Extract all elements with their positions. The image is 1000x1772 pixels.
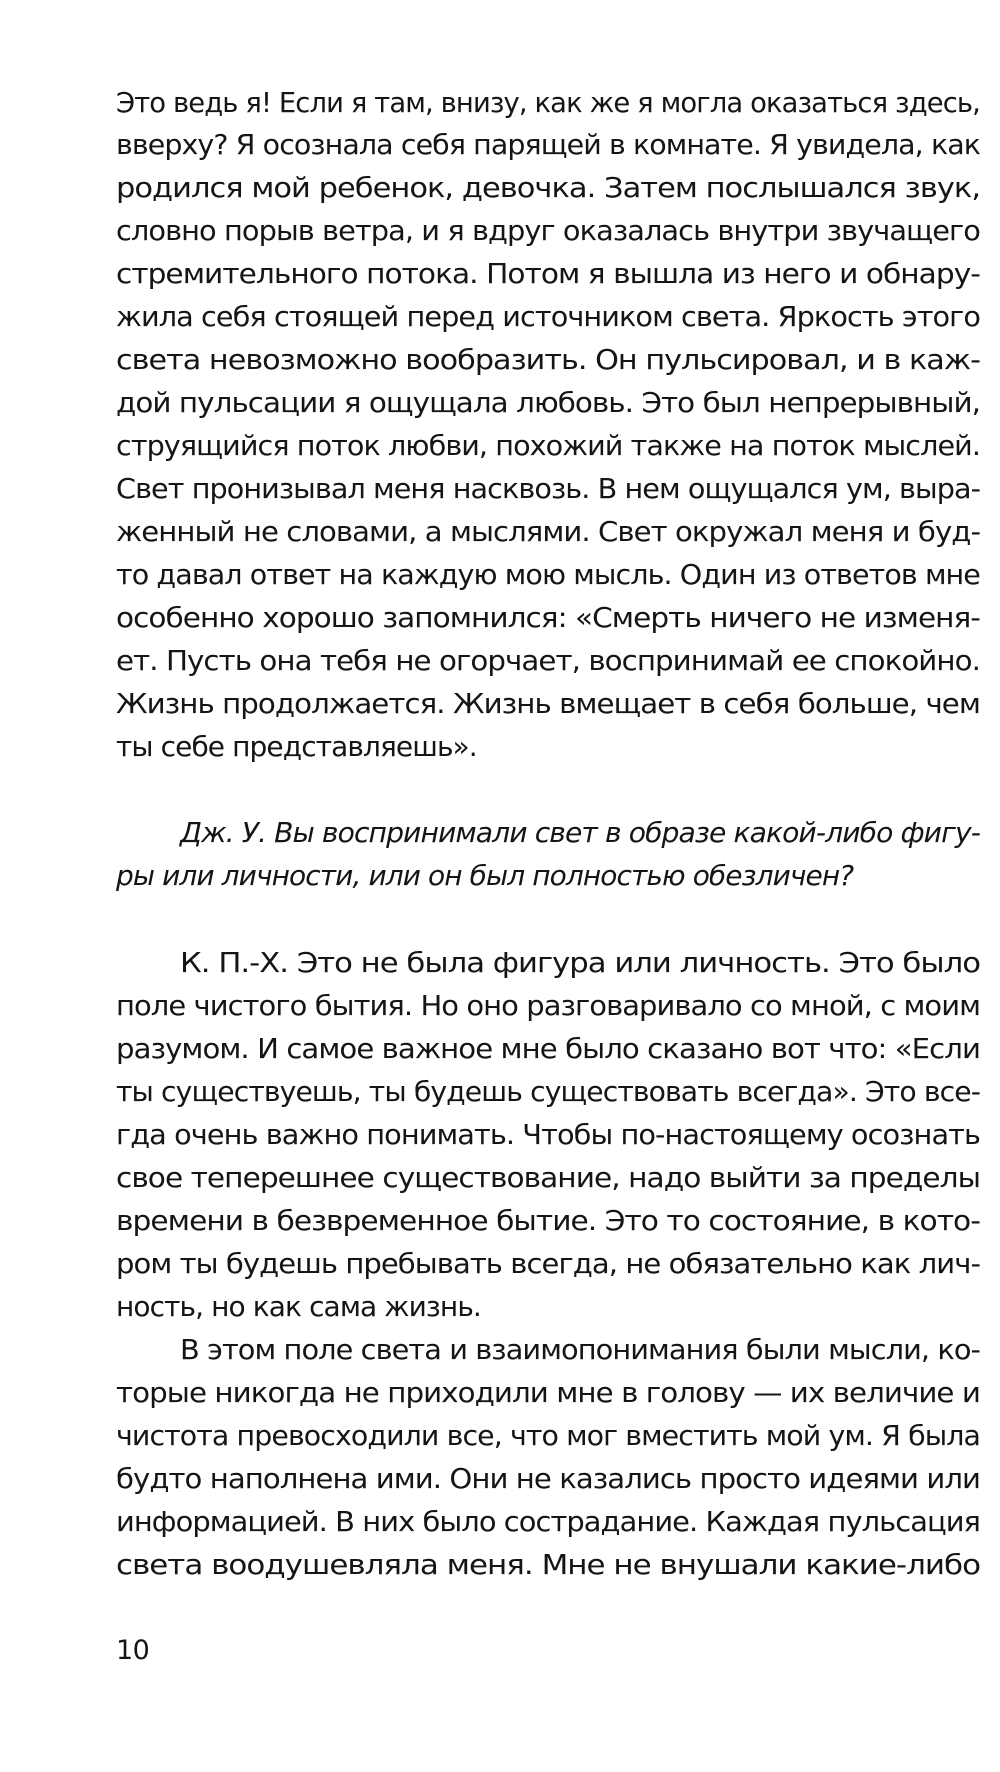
paragraph-1-line-1: Это ведь я! Если я там, внизу, как же я могла оказаться здесь, [116,86,980,119]
paragraph-2-line-7: времени в безвременное бытие. Это то состояние, в кото- [116,1204,980,1237]
paragraph-2-line-6: свое теперешнее существование, надо выйти за пределы [116,1161,981,1194]
paragraph-3-line-4: будто наполнена ими. Они не казались просто идеями или [116,1462,981,1495]
paragraph-2-line-2: поле чистого бытия. Но оно разговаривало со мной, с моим [116,989,981,1022]
paragraph-1-line-8: дой пульсации я ощущала любовь. Это был непрерывный, [116,386,981,419]
paragraph-1-line-2: вверху? Я осознала себя парящей в комнате. Я увидела, как [116,128,981,161]
paragraph-1-line-12: то давал ответ на каждую мою мысль. Один из ответов мне [116,558,980,591]
paragraph-1-line-15: Жизнь продолжается. Жизнь вмещает в себя больше, чем [116,687,981,720]
paragraph-2-line-5: гда очень важно понимать. Чтобы по-настоящему осознать [116,1118,981,1151]
paragraph-1-line-14: ет. Пусть она тебя не огорчает, воспринимай ее спокойно. [116,644,980,677]
paragraph-2-line-9: ность, но как сама жизнь. [116,1290,481,1323]
paragraph-2-line-3: разумом. И самое важное мне было сказано вот что: «Если [116,1032,980,1065]
paragraph-3-line-1: В этом поле света и взаимопонимания были мысли, ко- [180,1333,981,1366]
question-line-2: ры или личности, или он был полностью обезличен? [116,859,854,892]
paragraph-3-line-6: света воодушевляла меня. Мне не внушали какие-либо [116,1548,981,1581]
paragraph-1-line-5: стремительного потока. Потом я вышла из него и обнару- [116,257,980,290]
paragraph-1-line-11: женный не словами, а мыслями. Свет окружал меня и буд- [116,515,981,548]
paragraph-1-line-7: света невозможно вообразить. Он пульсировал, и в каж- [116,343,981,376]
paragraph-1-line-3: родился мой ребенок, девочка. Затем послышался звук, [116,171,981,204]
paragraph-3-line-3: чистота превосходили все, что мог вместить мой ум. Я была [116,1419,981,1452]
paragraph-1-line-4: словно порыв ветра, и я вдруг оказалась внутри звучащего [116,214,980,247]
paragraph-1-line-13: особенно хорошо запомнился: «Смерть ничего не изменя- [116,601,981,634]
paragraph-2-line-1: К. П.-Х. Это не была фигура или личность. Это было [180,946,981,979]
paragraph-3-line-5: информацией. В них было сострадание. Каждая пульсация [116,1505,981,1538]
paragraph-3-line-2: торые никогда не приходили мне в голову — их величие и [116,1376,980,1409]
paragraph-2-line-8: ром ты будешь пребывать всегда, не обязательно как лич- [116,1247,981,1280]
paragraph-1-line-16: ты себе представляешь». [116,730,477,763]
paragraph-1-line-9: струящийся поток любви, похожий также на поток мыслей. [116,429,981,462]
paragraph-1-line-10: Свет пронизывал меня насквозь. В нем ощущался ум, выра- [116,472,981,505]
paragraph-2-line-4: ты существуешь, ты будешь существовать всегда». Это все- [116,1075,980,1108]
page-number: 10 [116,1635,150,1666]
paragraph-1-line-6: жила себя стоящей перед источником света. Яркость этого [116,300,980,333]
question-line-1: Дж. У. Вы воспринимали свет в образе какой-либо фигу- [180,816,981,849]
